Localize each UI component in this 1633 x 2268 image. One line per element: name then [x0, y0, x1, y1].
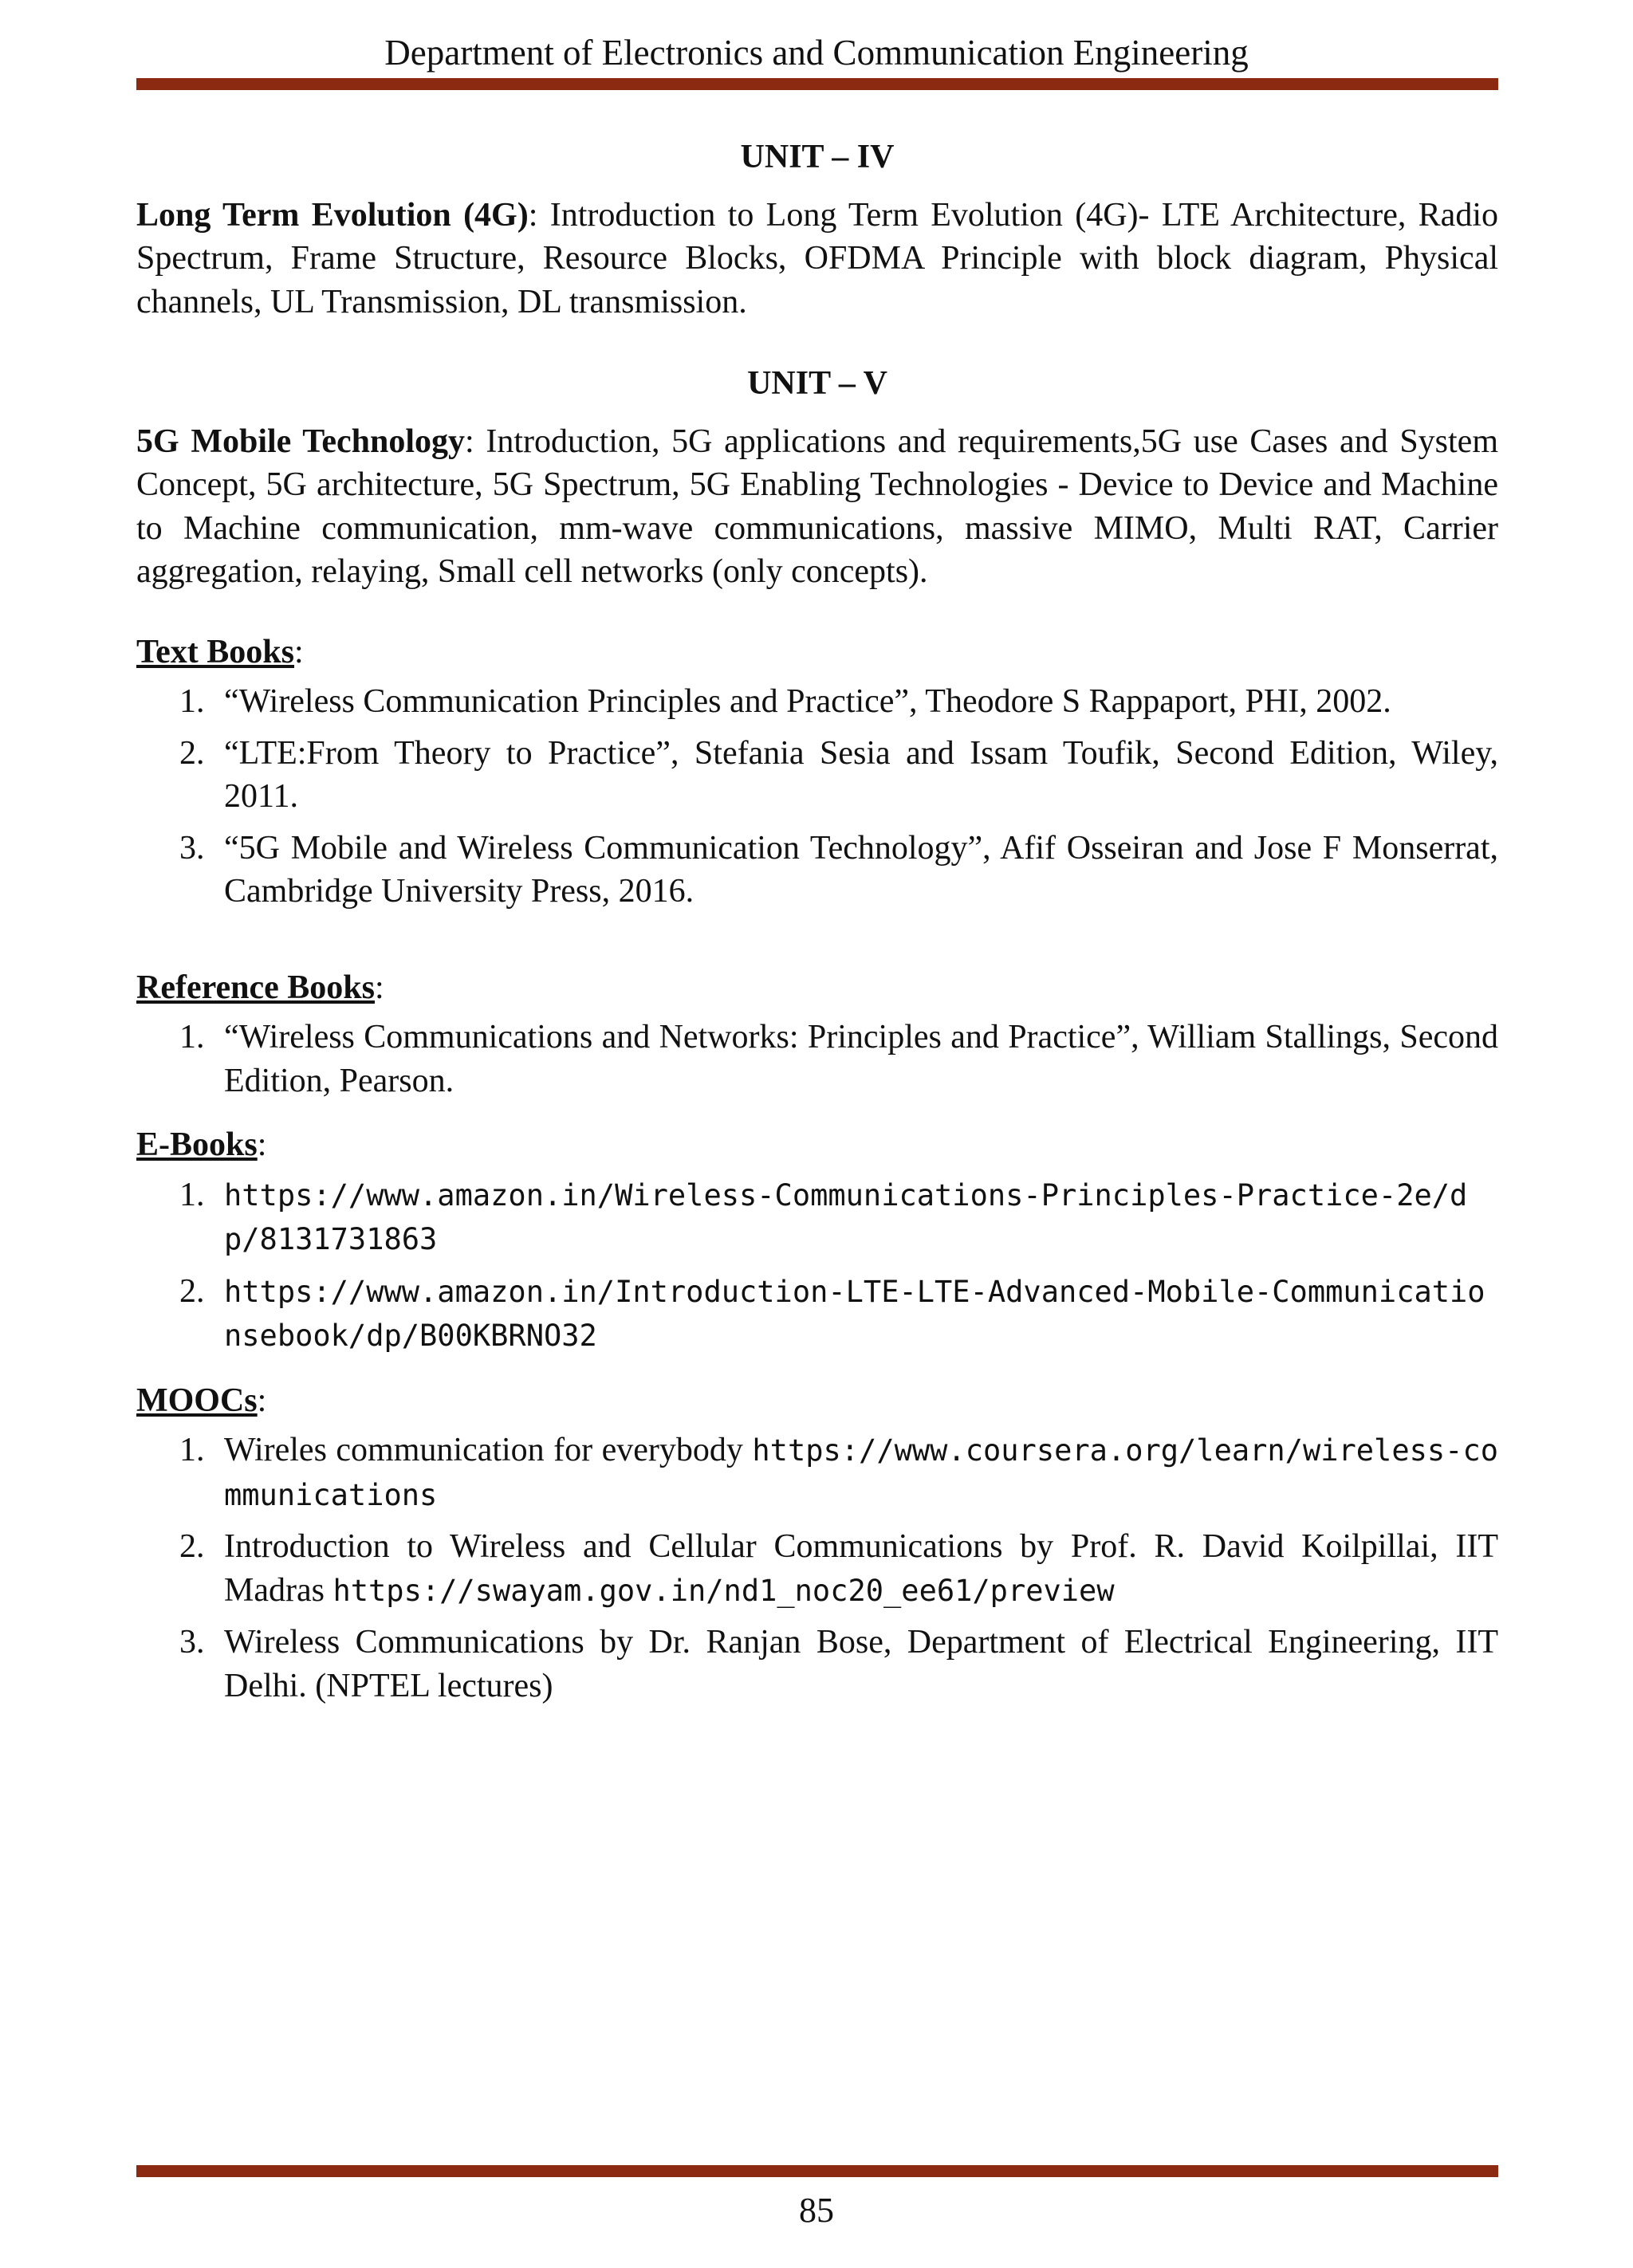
moocs-list	[136, 1429, 1498, 1708]
footer-rule	[136, 2165, 1498, 2177]
ebook-link[interactable]: https://www.amazon.in/Introduction-LTE-LTE-Advanced-Mobile-Communicationsebook/dp/B00KBRNO32	[224, 1274, 1485, 1353]
moocs-heading: MOOCs:	[136, 1382, 267, 1419]
list-item: 3. Wireless Communications by Dr. Ranjan Bose, Department of Electrical Engineering, IIT Delhi. (NPTEL lectures)	[179, 1624, 1498, 1704]
unit-v-lead: 5G Mobile Technology	[136, 423, 466, 460]
list-item: 1. Wireles communication for everybody https://www.coursera.org/learn/wireless-communications	[179, 1432, 1498, 1512]
list-item: 1. “Wireless Communications and Networks: Principles and Practice”, William Stallings, Second Edition, Pearson.	[179, 1019, 1498, 1099]
reference-books-list	[136, 1016, 1498, 1103]
unit-v-text: : Introduction, 5G applications and requirements,5G use Cases and System Concept, 5G architecture, 5G Spectrum, 5G Enabling Technologies - Device to Device and Machine to Machine communication, mm-wave communications, massive MIMO, Multi RAT, Carrier aggregation, relaying, Small cell networks (only concepts).	[136, 423, 1498, 590]
list-item: 2. “LTE:From Theory to Practice”, Stefania Sesia and Issam Toufik, Second Edition, Wiley, 2011.	[179, 734, 1498, 815]
reference-books-heading: Reference Books:	[136, 969, 384, 1006]
list-item: 1. https://www.amazon.in/Wireless-Communications-Principles-Practice-2e/dp/8131731863	[179, 1176, 1468, 1256]
list-item: 2. https://www.amazon.in/Introduction-LTE-LTE-Advanced-Mobile-Communicationsebook/dp/B00KBRNO32	[179, 1272, 1485, 1353]
list-item: 3. “5G Mobile and Wireless Communication Technology”, Afif Osseiran and Jose F Monserrat, Cambridge University Press, 2016.	[179, 829, 1498, 910]
unit-v-paragraph	[136, 420, 1498, 594]
mooc-link[interactable]: https://www.coursera.org/learn/wireless-communications	[224, 1433, 1498, 1512]
mooc-link[interactable]: https://swayam.gov.in/nd1_noc20_ee61/preview	[333, 1573, 1115, 1608]
unit-iv-text: : Introduction to Long Term Evolution (4G)- LTE Architecture, Radio Spectrum, Frame Structure, Resource Blocks, OFDMA Principle with block diagram, Physical channels, UL Transmission, DL transmission.	[136, 196, 1498, 320]
unit-iv-lead: Long Term Evolution (4G)	[136, 196, 529, 234]
unit-v-title: UNIT – V	[747, 365, 887, 402]
text-books-list	[136, 680, 1498, 914]
header-rule	[136, 78, 1498, 90]
ebook-link[interactable]: https://www.amazon.in/Wireless-Communications-Principles-Practice-2e/dp/8131731863	[224, 1177, 1468, 1256]
ebooks-list	[136, 1173, 1498, 1358]
text-books-heading: Text Books:	[136, 633, 304, 670]
unit-iv-title: UNIT – IV	[740, 139, 895, 175]
page-header-department: Department of Electronics and Communication Engineering	[384, 33, 1249, 73]
list-item: 1. “Wireless Communication Principles and Practice”, Theodore S Rappaport, PHI, 2002.	[179, 683, 1391, 720]
ebooks-heading: E-Books:	[136, 1126, 267, 1163]
document-body	[136, 136, 1498, 1716]
page-number: 85	[799, 2191, 834, 2230]
unit-iv-paragraph	[136, 194, 1498, 324]
list-item: 2. Introduction to Wireless and Cellular Communications by Prof. R. David Koilpillai, IIT Madras https://swayam.gov.in/nd1_noc20_ee61/preview	[179, 1528, 1498, 1609]
